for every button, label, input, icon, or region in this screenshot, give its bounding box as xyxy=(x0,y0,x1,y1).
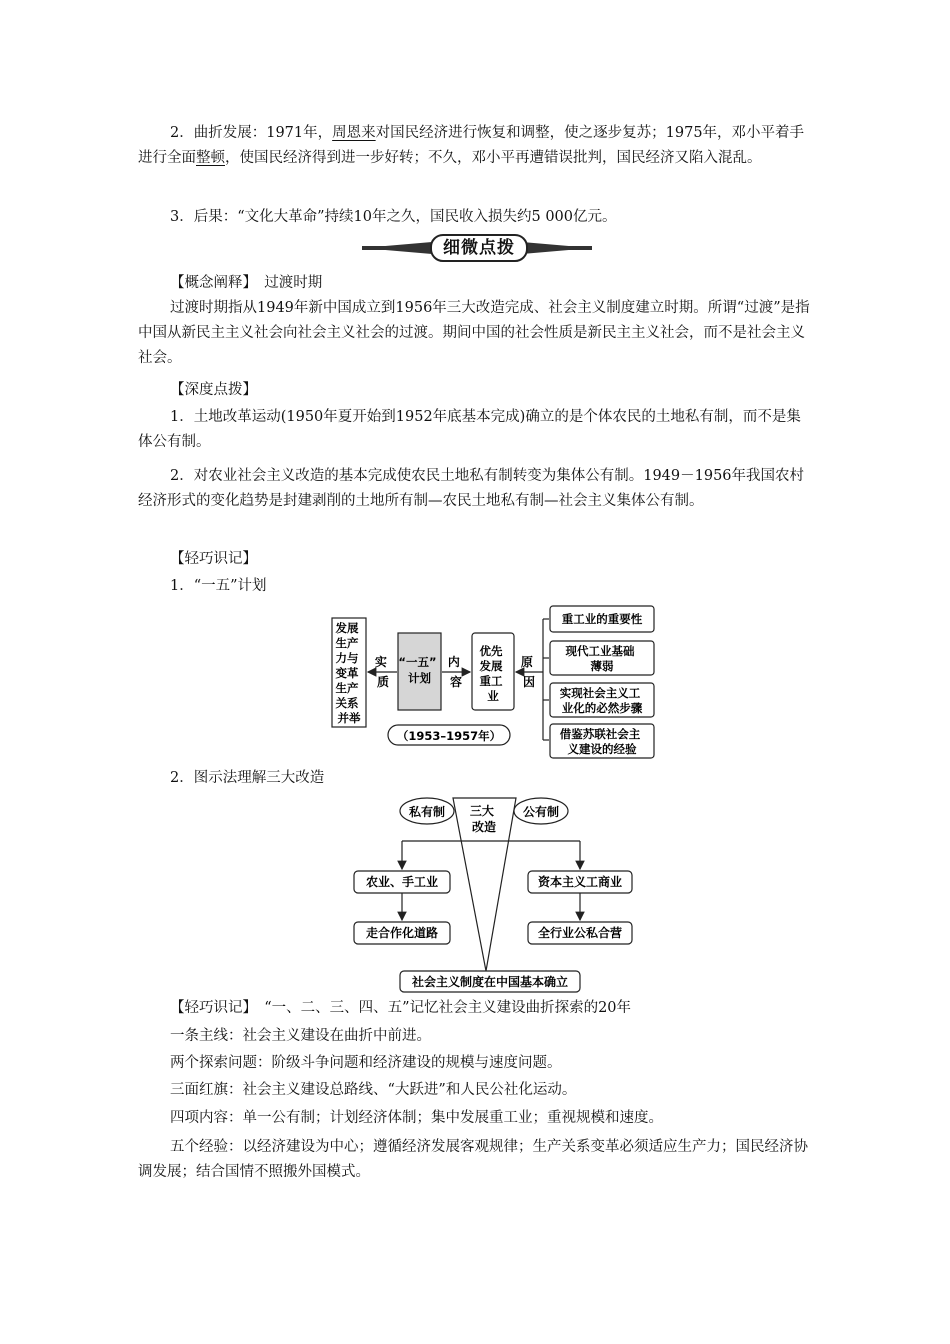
memory-heading-1: 【轻巧识记】 xyxy=(170,551,257,567)
memory-line-5: 五个经验：以经济建设为中心；遵循经济发展客观规律；生产关系变革必须适应生产力；国民经济协调发展；结合国情不照搬外国模式。 xyxy=(138,1139,808,1180)
depth-item-1: 1．土地改革运动(1950年夏开始到1952年底基本完成)确立的是个体农民的土地私有制，而不是集体公有制。 xyxy=(138,409,801,450)
label-essence: 实 质 xyxy=(374,655,390,689)
reason-2: 现代工业基础 薄弱 xyxy=(565,644,635,673)
memory-line-2: 两个探索问题：阶级斗争问题和经济建设的规模与速度问题。 xyxy=(170,1055,562,1071)
banner-right-wedge xyxy=(522,242,592,254)
memory-line-1: 一条主线：社会主义建设在曲折中前进。 xyxy=(170,1028,431,1044)
three-reforms-diagram xyxy=(350,793,623,995)
underlined-term-zhengdun: 整顿 xyxy=(196,150,225,166)
reason-3: 实现社会主义工 业化的必然步骤 xyxy=(559,686,643,715)
reason-4: 借鉴苏联社会主 义建设的经验 xyxy=(559,727,641,756)
reason-1: 重工业的重要性 xyxy=(561,612,643,626)
banner-title: 细微点拨 xyxy=(443,238,515,258)
public-label: 公有制 xyxy=(522,805,560,819)
memory-item-five-year-plan: 1．“一五”计划 xyxy=(170,578,267,594)
label-reasons: 原 因 xyxy=(520,655,536,689)
text-run: 对国民经济进行恢复和调整，使之逐步复苏；1975年，邓小平着手进行全面 xyxy=(138,125,805,166)
five-year-plan-text: “一五” 计划 xyxy=(398,655,437,685)
paragraph-consequence: 3．后果：“文化大革命”持续10年之久，国民收入损失约5 000亿元。 xyxy=(170,209,617,225)
text-run: 2．曲折发展：1971年， xyxy=(170,125,333,141)
depth-item-2: 2．对农业社会主义改造的基本完成使农民土地私有制转变为集体公有制。1949－1956年我国农村经济形式的变化趋势是封建剥削的土地所有制—农民土地私有制—社会主义集体公有制。 xyxy=(138,468,805,509)
memory-item-three-reforms: 2．图示法理解三大改造 xyxy=(170,770,325,786)
text-run: ，使国民经济得到进一步好转；不久，邓小平再遭错误批判，国民经济又陷入混乱。 xyxy=(225,150,762,166)
capital-label: 资本主义工商业 xyxy=(537,875,623,889)
jointventure-label: 全行业公私合营 xyxy=(537,926,623,940)
paragraph-twists xyxy=(138,121,814,171)
section-banner xyxy=(362,233,592,263)
heavy-industry-text: 优先 发展 重工 业 xyxy=(479,644,503,703)
coop-label: 走合作化道路 xyxy=(365,926,439,940)
banner-left-wedge xyxy=(362,242,432,254)
result-label: 社会主义制度在中国基本确立 xyxy=(411,975,569,989)
memory-heading-2: 【轻巧识记】 “一、二、三、四、五”记忆社会主义建设曲折探索的20年 xyxy=(170,1000,632,1016)
depth-heading: 【深度点拨】 xyxy=(170,382,257,398)
years-text: （1953–1957年） xyxy=(396,729,502,743)
concept-heading: 【概念阐释】 过渡时期 xyxy=(170,275,323,291)
agri-label: 农业、手工业 xyxy=(365,875,439,889)
private-label: 私有制 xyxy=(408,805,446,819)
memory-line-3: 三面红旗：社会主义建设总路线、“大跃进”和人民公社化运动。 xyxy=(170,1082,577,1098)
concept-body: 过渡时期指从1949年新中国成立到1956年三大改造完成、社会主义制度建立时期。所谓“过渡”是指中国从新民主主义社会向社会主义社会的过渡。期间中国的社会性质是新民主主义社会，而不是社会主义社会。 xyxy=(138,300,810,366)
label-content: 内 容 xyxy=(447,655,463,689)
underlined-term-zhou: 周恩来 xyxy=(332,125,376,141)
memory-line-4: 四项内容：单一公有制；计划经济体制；集中发展重工业；重视规模和速度。 xyxy=(170,1110,663,1126)
funnel-label: 三大 改造 xyxy=(469,804,497,834)
five-year-plan-diagram xyxy=(325,600,660,762)
essence-text: 发展 生产 力与 变革 生产 关系 并举 xyxy=(335,621,361,725)
